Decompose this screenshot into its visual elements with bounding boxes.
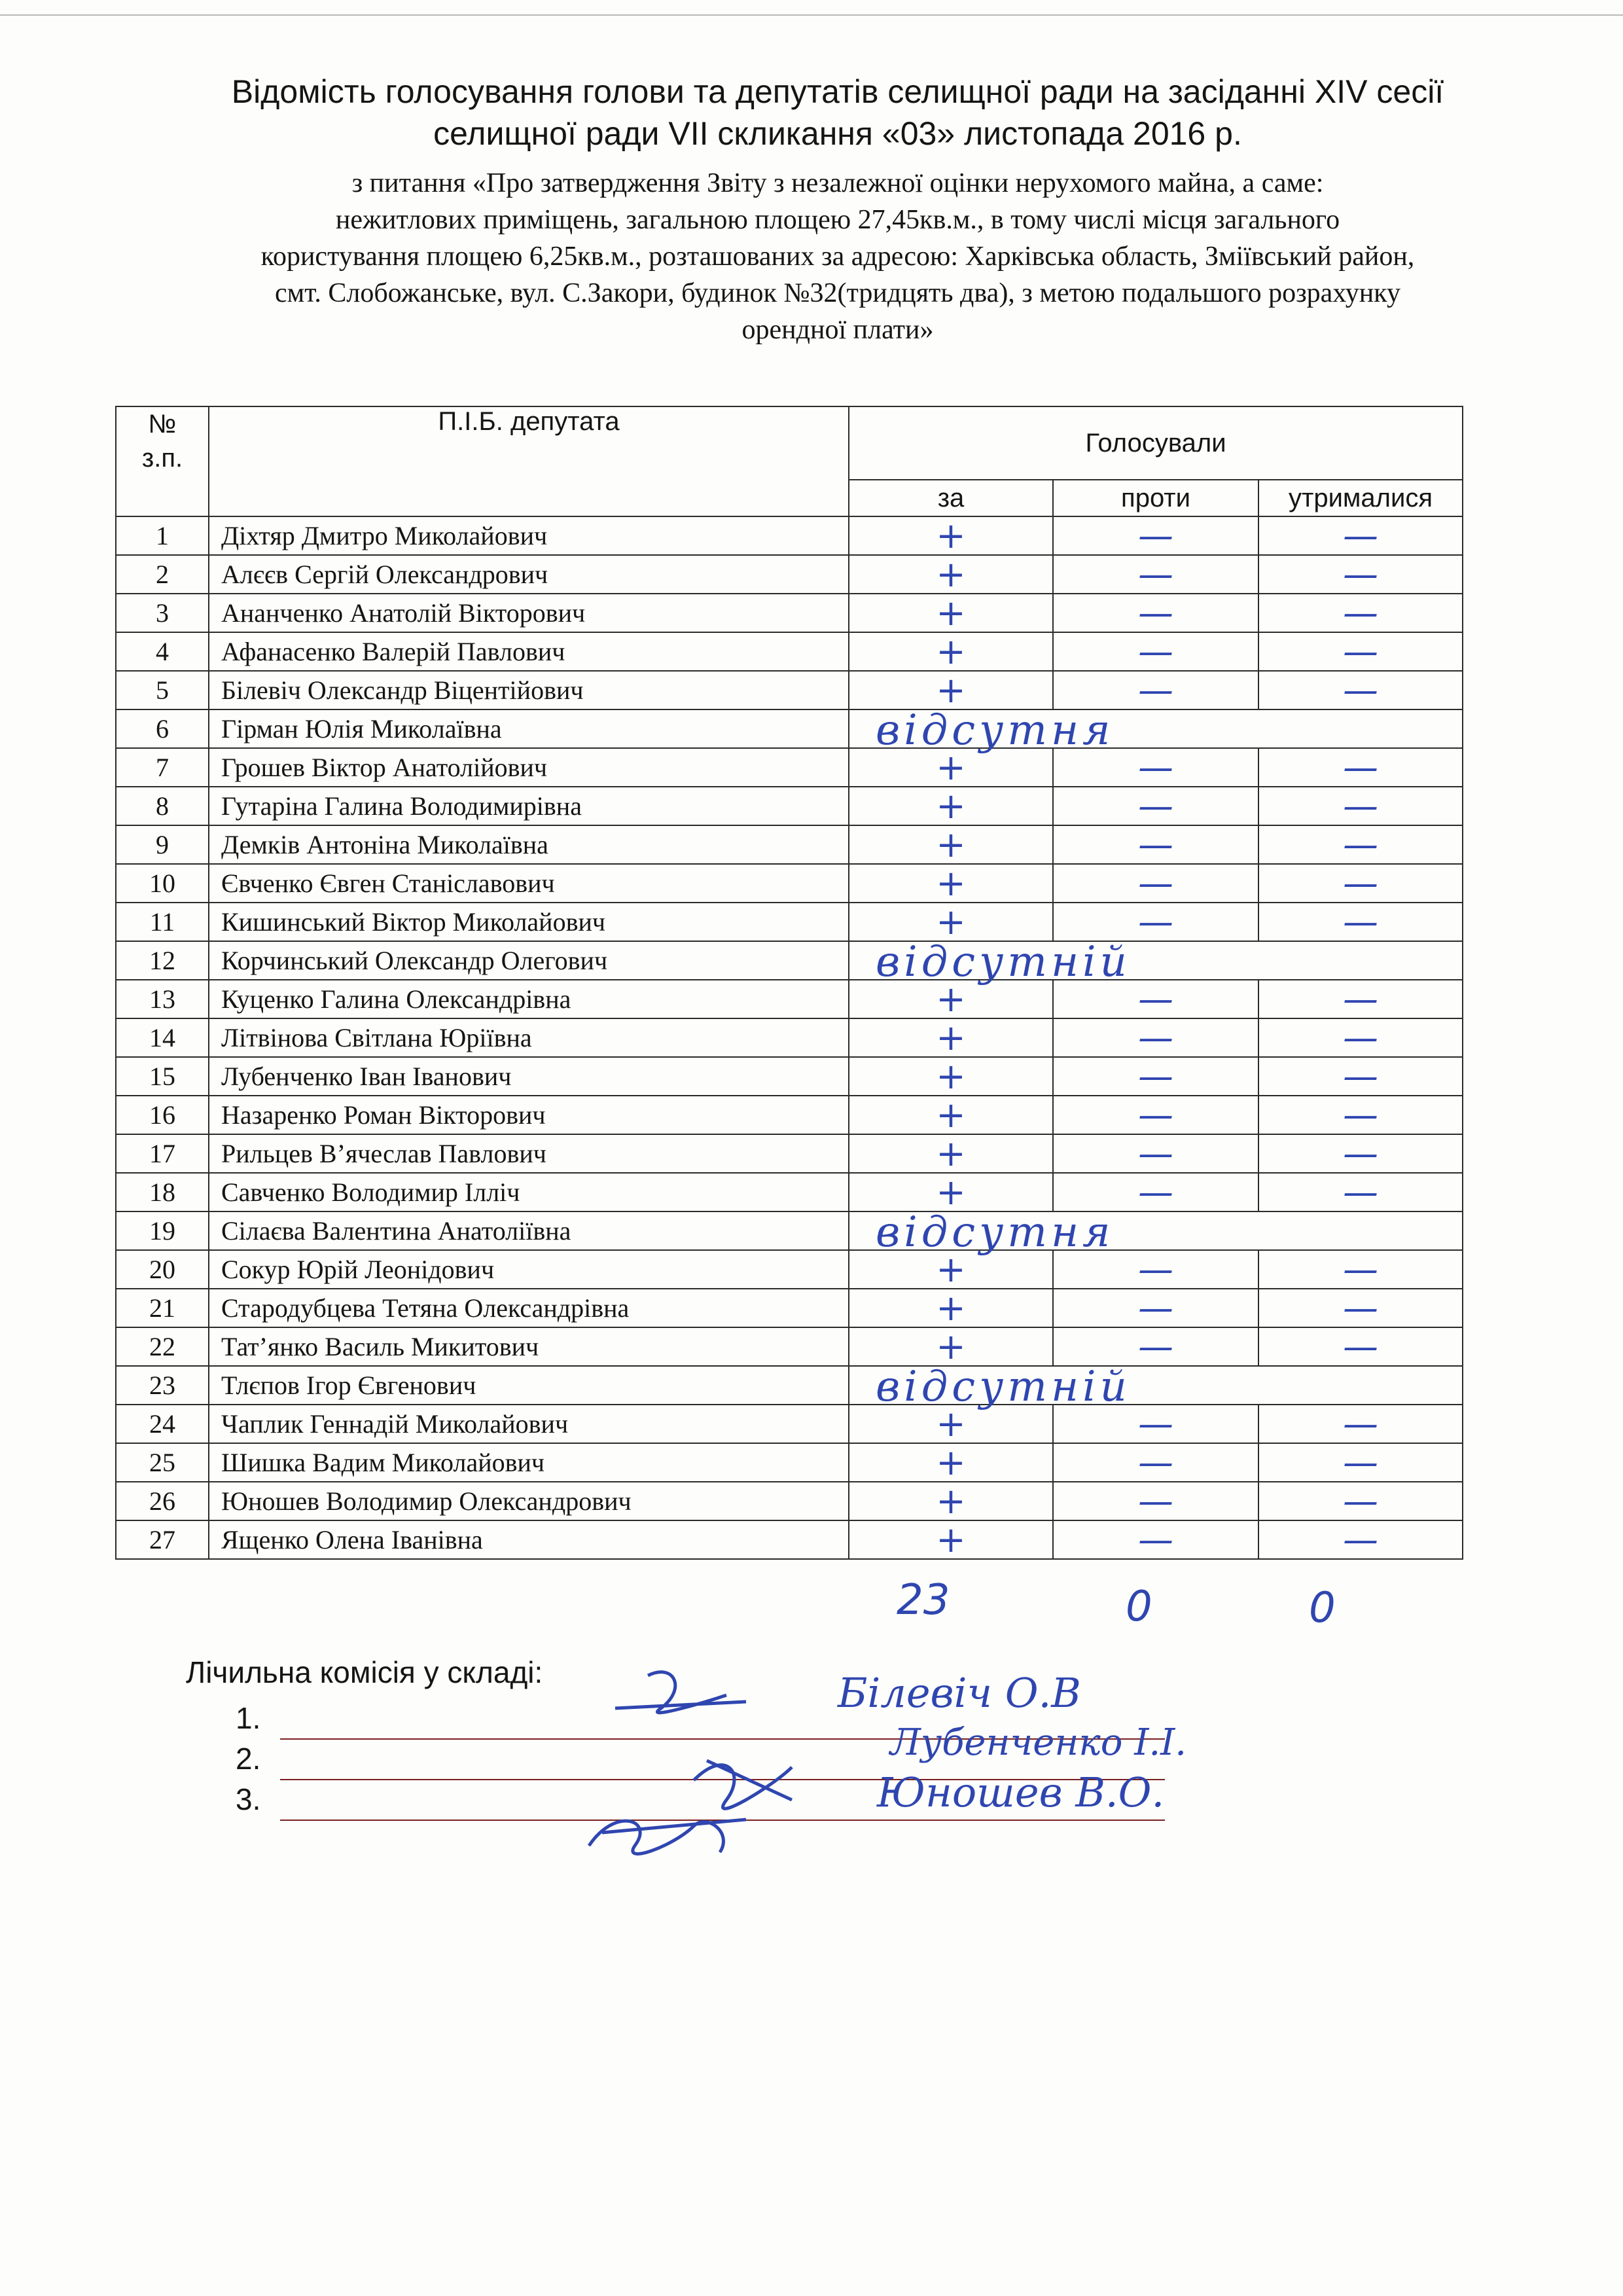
vote-against-mark: — [1053,1327,1258,1366]
vote-for-mark: + [849,594,1053,632]
row-number: 5 [116,671,209,709]
table-row [116,748,1463,787]
row-number: 15 [116,1057,209,1096]
vote-abstained-mark: — [1258,787,1463,825]
vote-for-mark: + [849,980,1053,1018]
vote-against-mark: — [1053,1250,1258,1289]
vote-against-mark: — [1053,1096,1258,1134]
deputy-name: Савченко Володимир Ілліч [209,1173,849,1211]
voting-table [115,406,1463,1560]
deputy-name: Шишка Вадим Миколайович [209,1443,849,1482]
vote-abstained-mark: — [1258,1057,1463,1096]
row-number: 6 [116,709,209,748]
header-number-abbr: з.п. [141,444,183,473]
table-row [116,594,1463,632]
deputy-name: Стародубцева Тетяна Олександрівна [209,1289,849,1327]
deputy-name: Сілаєва Валентина Анатоліївна [209,1211,849,1250]
table-row [116,1096,1463,1134]
vote-for-mark: + [849,1327,1053,1366]
deputy-name: Рильцев В’ячеслав Павлович [209,1134,849,1173]
row-number: 19 [116,1211,209,1250]
header-number-symbol: № [148,410,177,439]
table-row [116,980,1463,1018]
vote-absent-cell [849,938,1463,986]
vote-for-mark: + [849,1173,1053,1211]
row-number: 11 [116,903,209,941]
deputy-name: Кишинський Віктор Миколайович [209,903,849,941]
vote-against-mark: — [1053,787,1258,825]
table-row [116,1405,1463,1443]
table-row [116,1250,1463,1289]
vote-against-mark: — [1053,825,1258,864]
vote-against-mark: — [1053,671,1258,709]
absent-note: відсутній [876,1363,1131,1411]
header-against: проти [1053,480,1258,516]
signature-text: Юношев В.О. [877,1768,1165,1816]
vote-abstained-mark: — [1258,748,1463,787]
vote-against-mark: — [1053,516,1258,555]
table-row [116,671,1463,709]
row-number: 13 [116,980,209,1018]
vote-against-mark: — [1053,1405,1258,1443]
vote-absent-cell [849,1208,1463,1257]
vote-abstained-mark: — [1258,825,1463,864]
vote-for-mark: + [849,1134,1053,1173]
table-row [116,1520,1463,1559]
title-line-1: Відомість голосування голови та депутатів селищної ради на засіданні XIV сесії [231,73,1444,110]
vote-absent-cell [849,706,1463,755]
deputy-name: Куценко Галина Олександрівна [209,980,849,1018]
page-top-rule [0,14,1623,16]
vote-abstained-mark: — [1258,1018,1463,1057]
subject-line-2: нежитлових приміщень, загальною площею 27,45кв.м., в тому числі місця загального [335,205,1340,235]
total-against: 0 [1126,1583,1152,1631]
vote-for-mark: + [849,1250,1053,1289]
voting-table-body [116,516,1463,1559]
row-number: 17 [116,1134,209,1173]
vote-abstained-mark: — [1258,1520,1463,1559]
header-voted: Голосували [849,406,1463,480]
row-number: 22 [116,1327,209,1366]
signature-scribbles [576,1649,890,1885]
member-number: 1. [236,1701,261,1735]
vote-totals [0,1576,1623,1641]
vote-against-mark: — [1053,594,1258,632]
vote-abstained-mark: — [1258,1327,1463,1366]
header-abstained: утрималися [1258,480,1463,516]
vote-against-mark: — [1053,1018,1258,1057]
row-number: 16 [116,1096,209,1134]
vote-abstained-mark: — [1258,1134,1463,1173]
vote-abstained-mark: — [1258,1289,1463,1327]
header-for: за [849,480,1053,516]
vote-for-mark: + [849,632,1053,671]
vote-abstained-mark: — [1258,1482,1463,1520]
signature-scribble-1 [615,1672,746,1713]
vote-against-mark: — [1053,980,1258,1018]
table-row [116,787,1463,825]
vote-abstained-mark: — [1258,555,1463,594]
table-row [116,903,1463,941]
row-number: 14 [116,1018,209,1057]
vote-against-mark: — [1053,903,1258,941]
vote-abstained-mark: — [1258,980,1463,1018]
deputy-name: Грошев Віктор Анатолійович [209,748,849,787]
deputy-name: Ананченко Анатолій Вікторович [209,594,849,632]
vote-for-mark: + [849,671,1053,709]
row-number: 8 [116,787,209,825]
subject-line-4: смт. Слобожанське, вул. С.Закори, будинок №32(тридцять два), з метою подальшого розрахунку [275,278,1400,308]
deputy-name: Діхтяр Дмитро Миколайович [209,516,849,555]
deputy-name: Тат’янко Василь Микитович [209,1327,849,1366]
table-row [116,1173,1463,1211]
vote-against-mark: — [1053,1482,1258,1520]
row-number: 24 [116,1405,209,1443]
deputy-name: Корчинський Олександр Олегович [209,941,849,980]
table-row [116,941,1463,980]
signature-text: Білевіч О.В [838,1669,1081,1717]
deputy-name: Чаплик Геннадій Миколайович [209,1405,849,1443]
vote-for-mark: + [849,825,1053,864]
deputy-name: Білевіч Олександр Віцентійович [209,671,849,709]
row-number: 18 [116,1173,209,1211]
vote-abstained-mark: — [1258,1250,1463,1289]
row-number: 23 [116,1366,209,1405]
deputy-name: Демків Антоніна Миколаївна [209,825,849,864]
deputy-name: Євченко Євген Станіславович [209,864,849,903]
vote-against-mark: — [1053,748,1258,787]
table-row [116,516,1463,555]
table-row [116,1443,1463,1482]
row-number: 9 [116,825,209,864]
vote-for-mark: + [849,1289,1053,1327]
total-abstained: 0 [1309,1584,1336,1632]
vote-absent-cell [849,1363,1463,1411]
member-number: 3. [236,1782,261,1816]
vote-abstained-mark: — [1258,516,1463,555]
table-row [116,1134,1463,1173]
vote-abstained-mark: — [1258,671,1463,709]
table-row [116,1211,1463,1250]
row-number: 27 [116,1520,209,1559]
document-title [164,71,1512,154]
vote-abstained-mark: — [1258,1173,1463,1211]
table-row [116,825,1463,864]
deputy-name: Лубенченко Іван Іванович [209,1057,849,1096]
row-number: 25 [116,1443,209,1482]
vote-for-mark: + [849,1018,1053,1057]
row-number: 21 [116,1289,209,1327]
vote-against-mark: — [1053,555,1258,594]
deputy-name: Назаренко Роман Вікторович [209,1096,849,1134]
deputy-name: Юношев Володимир Олександрович [209,1482,849,1520]
vote-for-mark: + [849,1482,1053,1520]
row-number: 2 [116,555,209,594]
row-number: 7 [116,748,209,787]
vote-for-mark: + [849,903,1053,941]
table-row [116,632,1463,671]
header-deputy-name: П.І.Б. депутата [209,406,849,516]
vote-for-mark: + [849,787,1053,825]
vote-abstained-mark: — [1258,594,1463,632]
vote-for-mark: + [849,1520,1053,1559]
signature-scribble-2 [694,1761,792,1808]
title-line-2: селищної ради VII скликання «03» листопада 2016 р. [433,115,1242,152]
vote-against-mark: — [1053,1443,1258,1482]
vote-for-mark: + [849,1057,1053,1096]
row-number: 26 [116,1482,209,1520]
absent-note: відсутня [876,706,1115,755]
signature-text: Лубенченко І.І. [890,1721,1187,1764]
vote-abstained-mark: — [1258,1405,1463,1443]
vote-against-mark: — [1053,1289,1258,1327]
total-for: 23 [897,1576,950,1624]
table-row [116,1327,1463,1366]
subject-line-3: користування площею 6,25кв.м., розташованих за адресою: Харківська область, Зміївський район, [260,242,1415,272]
subject-line-1: з питання «Про затвердження Звіту з незалежної оцінки нерухомого майна, а саме: [351,168,1324,198]
member-number: 2. [236,1742,261,1776]
table-row [116,1289,1463,1327]
vote-for-mark: + [849,1443,1053,1482]
vote-for-mark: + [849,864,1053,903]
vote-against-mark: — [1053,1134,1258,1173]
absent-note: відсутній [876,938,1131,986]
deputy-name: Афанасенко Валерій Павлович [209,632,849,671]
vote-against-mark: — [1053,1057,1258,1096]
vote-for-mark: + [849,1096,1053,1134]
subject-line-5: орендної плати» [741,315,934,345]
row-number: 10 [116,864,209,903]
table-row [116,1482,1463,1520]
table-row [116,555,1463,594]
header-number [116,406,209,516]
row-number: 12 [116,941,209,980]
deputy-name: Тлєпов Ігор Євгенович [209,1366,849,1405]
signature-scribble-3 [589,1820,746,1854]
table-row [116,1057,1463,1096]
vote-for-mark: + [849,555,1053,594]
deputy-name: Літвінова Світлана Юріївна [209,1018,849,1057]
table-row [116,864,1463,903]
vote-against-mark: — [1053,864,1258,903]
vote-against-mark: — [1053,1173,1258,1211]
vote-abstained-mark: — [1258,903,1463,941]
vote-abstained-mark: — [1258,1443,1463,1482]
absent-note: відсутня [876,1208,1115,1257]
row-number: 3 [116,594,209,632]
row-number: 1 [116,516,209,555]
table-row [116,1018,1463,1057]
row-number: 4 [116,632,209,671]
row-number: 20 [116,1250,209,1289]
vote-for-mark: + [849,748,1053,787]
table-row [116,709,1463,748]
deputy-name: Алєєв Сергій Олександрович [209,555,849,594]
document-subject [164,165,1512,348]
vote-abstained-mark: — [1258,1096,1463,1134]
commission-label: Лічильна комісія у складі: [186,1655,543,1689]
deputy-name: Ященко Олена Іванівна [209,1520,849,1559]
vote-against-mark: — [1053,632,1258,671]
vote-for-mark: + [849,516,1053,555]
table-row [116,1366,1463,1405]
vote-against-mark: — [1053,1520,1258,1559]
vote-for-mark: + [849,1405,1053,1443]
vote-abstained-mark: — [1258,864,1463,903]
deputy-name: Гірман Юлія Миколаївна [209,709,849,748]
deputy-name: Гутаріна Галина Володимирівна [209,787,849,825]
vote-abstained-mark: — [1258,632,1463,671]
deputy-name: Сокур Юрій Леонідович [209,1250,849,1289]
